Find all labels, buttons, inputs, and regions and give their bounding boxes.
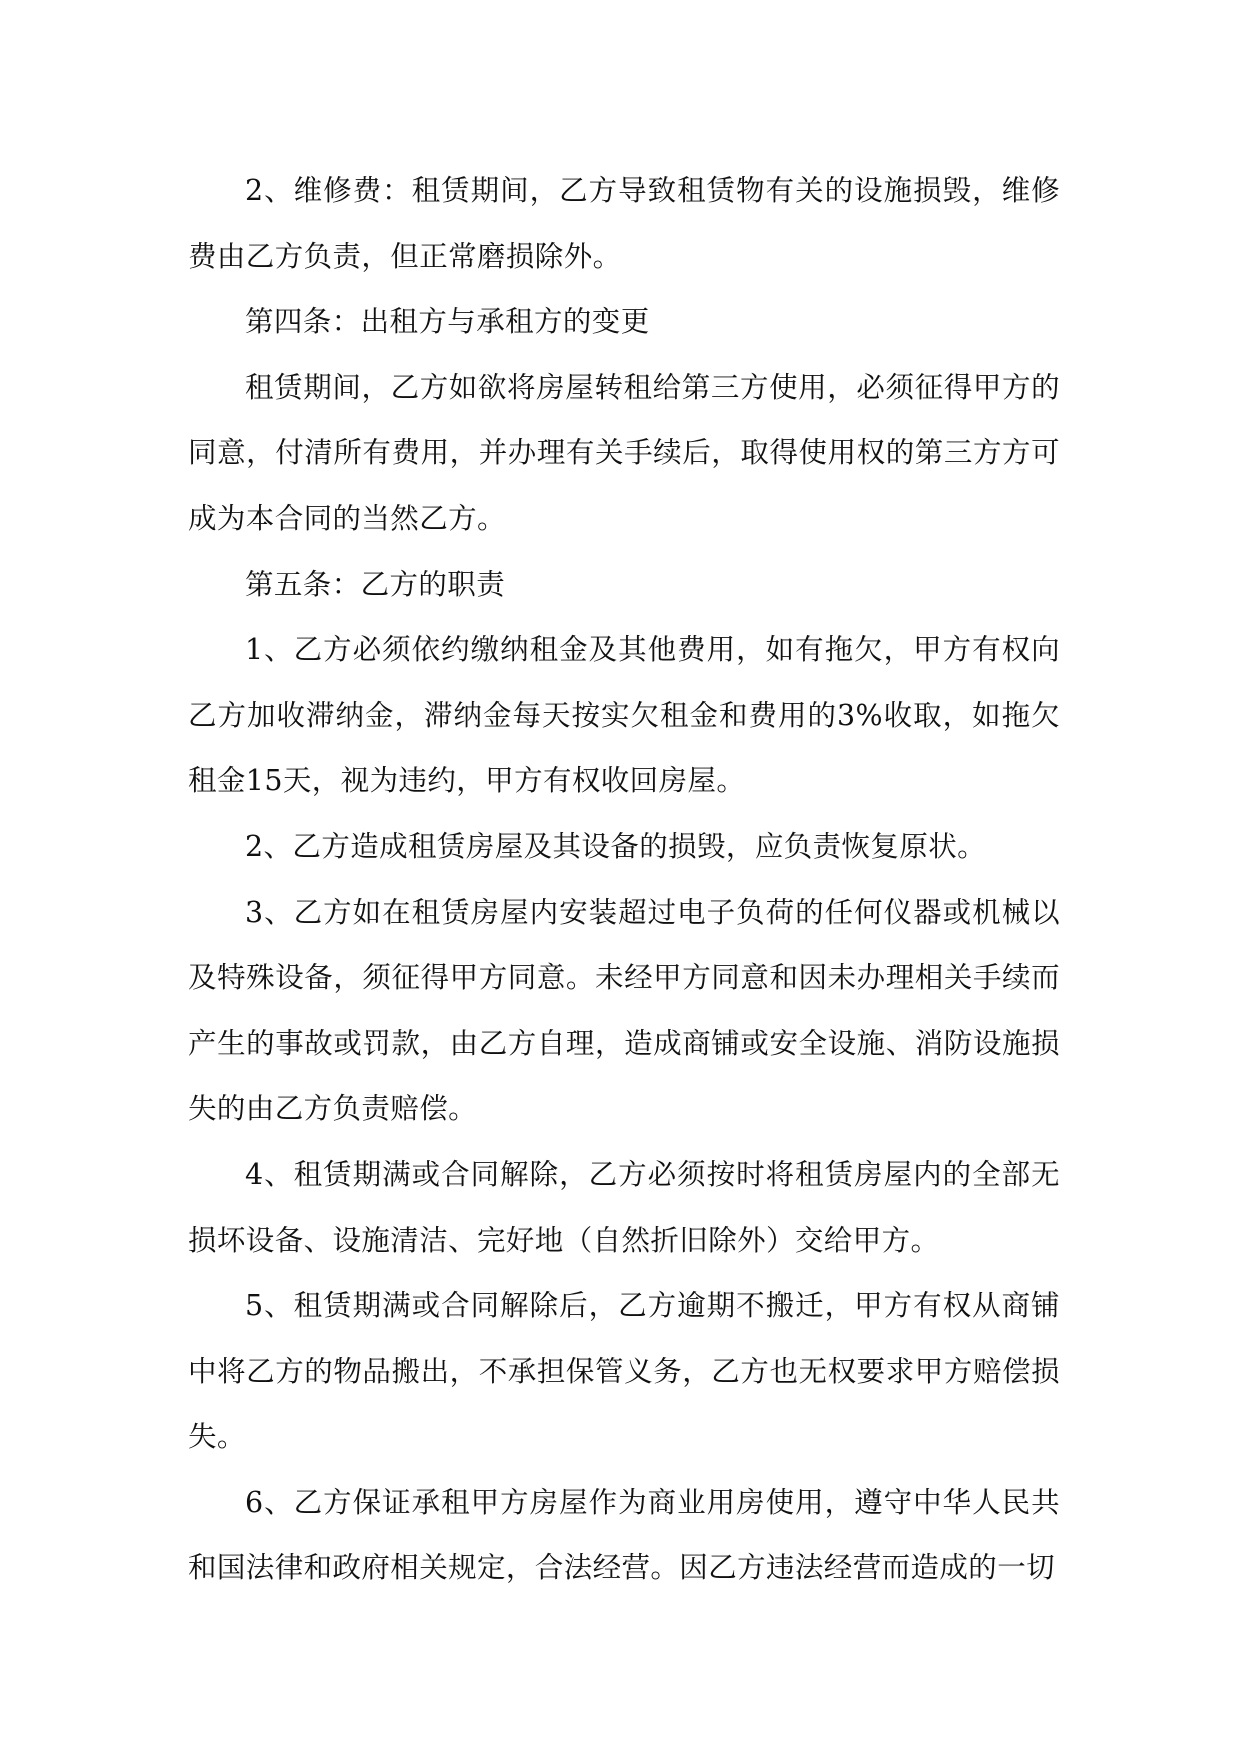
- article-4-heading: 第四条：出租方与承租方的变更: [245, 305, 650, 339]
- paragraph-duty-4: 4、租赁期满或合同解除，乙方必须按时将租赁房屋内的全部无损坏设备、设施清洁、完好地（自然折旧除外）交给甲方。: [188, 1157, 1060, 1257]
- paragraph-duty-5: 5、租赁期满或合同解除后，乙方逾期不搬迁，甲方有权从商铺中将乙方的物品搬出，不承担保管义务，乙方也无权要求甲方赔偿损失。: [188, 1289, 1060, 1454]
- paragraph-duty-1: 1、乙方必须依约缴纳租金及其他费用，如有拖欠，甲方有权向乙方加收滞纳金，滞纳金每天按实欠租金和费用的3%收取，如拖欠租金15天，视为违约，甲方有权收回房屋。: [188, 633, 1060, 798]
- paragraph-duty-6: 6、乙方保证承租甲方房屋作为商业用房使用，遵守中华人民共和国法律和政府相关规定，合法经营。因乙方违法经营而造成的一切: [188, 1485, 1060, 1585]
- paragraph-sublease: 租赁期间，乙方如欲将房屋转租给第三方使用，必须征得甲方的同意，付清所有费用，并办理有关手续后，取得使用权的第三方方可成为本合同的当然乙方。: [188, 370, 1060, 535]
- paragraph-maintenance-fee: 2、维修费：租赁期间，乙方导致租赁物有关的设施损毁，维修费由乙方负责，但正常磨损除外。: [188, 174, 1060, 273]
- paragraph-duty-2: 2、乙方造成租赁房屋及其设备的损毁，应负责恢复原状。: [245, 829, 987, 863]
- paragraph-duty-3: 3、乙方如在租赁房屋内安装超过电子负荷的任何仪器或机械以及特殊设备，须征得甲方同意。未经甲方同意和因未办理相关手续而产生的事故或罚款，由乙方自理，造成商铺或安全设施、消防设施损失的由乙方负责赔偿。: [188, 895, 1060, 1126]
- document-body: [188, 158, 1060, 1601]
- article-5-heading: 第五条：乙方的职责: [245, 567, 506, 601]
